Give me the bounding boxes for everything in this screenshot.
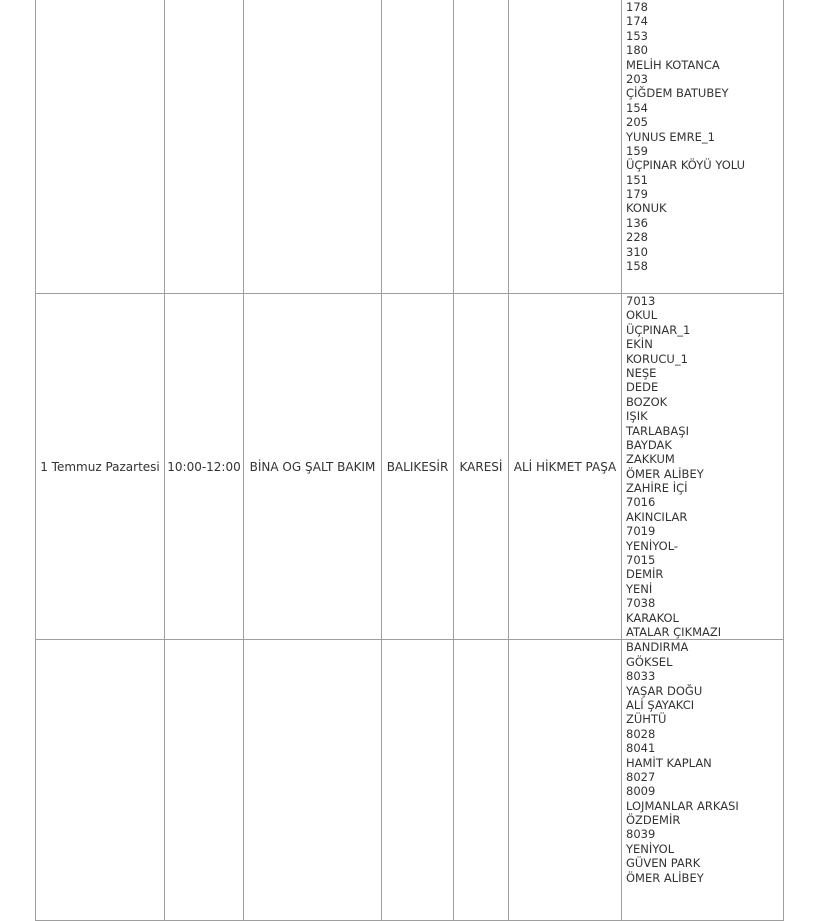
neighborhood-cell <box>509 640 622 921</box>
street-item: DEMİR <box>626 567 664 582</box>
street-item: 158 <box>626 259 648 274</box>
street-item: 7019 <box>626 524 656 539</box>
street-item: GÖKSEL <box>626 654 673 669</box>
street-item: 310 <box>626 244 648 259</box>
street-item: BOZOK <box>626 394 668 409</box>
street-item: TARLABAŞI <box>626 423 689 438</box>
date-cell <box>36 640 165 921</box>
district-cell <box>454 640 509 921</box>
street-item: 180 <box>626 43 648 58</box>
work-cell: BİNA OG ŞALT BAKIM <box>244 294 382 640</box>
district-cell: KARESİ <box>454 294 509 640</box>
street-item: YAŞAR DOĞU <box>626 683 703 698</box>
street-item: ÖZDEMİR <box>626 813 681 828</box>
street-item: 136 <box>626 215 648 230</box>
time-cell <box>165 0 244 294</box>
street-item: AKINCILAR <box>626 509 688 524</box>
street-item: OKUL <box>626 308 658 323</box>
street-item: NEŞE <box>626 365 657 380</box>
neighborhood-cell: ALİ HİKMET PAŞA <box>509 294 622 640</box>
street-item: 8041 <box>626 741 656 756</box>
street-item: 179 <box>626 187 648 202</box>
street-item: 7015 <box>626 553 656 568</box>
work-cell <box>244 640 382 921</box>
street-item: 153 <box>626 28 648 43</box>
street-item: 7013 <box>626 294 656 308</box>
street-item: ÖMER ALİBEY <box>626 870 704 885</box>
time-cell: 10:00-12:00 <box>165 294 244 640</box>
work-cell <box>244 0 382 294</box>
street-item: IŞIK <box>626 409 648 424</box>
street-item: 8039 <box>626 827 656 842</box>
date-cell <box>36 0 165 294</box>
street-item: 203 <box>626 71 648 86</box>
time-cell <box>165 640 244 921</box>
street-item: EKİN <box>626 337 653 352</box>
street-item: DEDE <box>626 380 659 395</box>
street-item: 228 <box>626 230 648 245</box>
streets-cell <box>622 640 784 921</box>
street-item: 7038 <box>626 596 656 611</box>
street-item: ZAKKUM <box>626 452 675 467</box>
street-item: KONUK <box>626 201 667 216</box>
street-list <box>626 294 783 639</box>
street-item: KARAKOL <box>626 610 679 625</box>
table-row <box>36 640 784 921</box>
streets-cell <box>622 0 784 294</box>
street-item: 8027 <box>626 769 656 784</box>
province-cell <box>382 640 454 921</box>
street-item: ALİ ŞAYAKCI <box>626 697 695 712</box>
street-item: LOJMANLAR ARKASI <box>626 798 739 813</box>
street-item: KORUCU_1 <box>626 351 688 366</box>
street-item: 154 <box>626 100 648 115</box>
street-item: GÜVEN PARK <box>626 856 701 871</box>
province-cell <box>382 0 454 294</box>
table-row <box>36 294 784 640</box>
street-item: 205 <box>626 115 648 130</box>
street-item: YENİYOL- <box>626 538 679 553</box>
street-item: 151 <box>626 172 648 187</box>
street-item: 174 <box>626 14 648 29</box>
street-item: ÜÇPINAR KÖYÜ YOLU <box>626 158 746 173</box>
street-item: ÇİĞDEM BATUBEY <box>626 86 729 101</box>
street-item: BANDIRMA <box>626 640 689 655</box>
street-item: 159 <box>626 143 648 158</box>
table-row <box>36 0 784 294</box>
street-item: HAMİT KAPLAN <box>626 755 712 770</box>
outage-schedule-table <box>35 0 784 921</box>
street-item: ZÜHTÜ <box>626 712 667 727</box>
street-item: 8009 <box>626 784 656 799</box>
street-item: 7016 <box>626 495 656 510</box>
district-cell <box>454 0 509 294</box>
street-item: 8033 <box>626 669 656 684</box>
street-item: BAYDAK <box>626 437 672 452</box>
street-list <box>626 640 783 885</box>
street-item: YENİYOL <box>626 841 675 856</box>
neighborhood-cell <box>509 0 622 294</box>
street-item: YUNUS EMRE_1 <box>626 129 715 144</box>
date-cell: 1 Temmuz Pazartesi <box>36 294 165 640</box>
street-item: 8028 <box>626 726 656 741</box>
street-item: ÜÇPINAR_1 <box>626 322 691 337</box>
street-item: ZAHİRE İÇİ <box>626 481 688 496</box>
province-cell: BALIKESİR <box>382 294 454 640</box>
streets-cell <box>622 294 784 640</box>
street-item: 178 <box>626 0 648 14</box>
street-list <box>626 0 783 273</box>
street-item: MELİH KOTANCA <box>626 57 720 72</box>
street-item: ATALAR ÇIKMAZI <box>626 624 722 639</box>
street-item: ÖMER ALİBEY <box>626 466 704 481</box>
street-item: YENİ <box>626 581 653 596</box>
